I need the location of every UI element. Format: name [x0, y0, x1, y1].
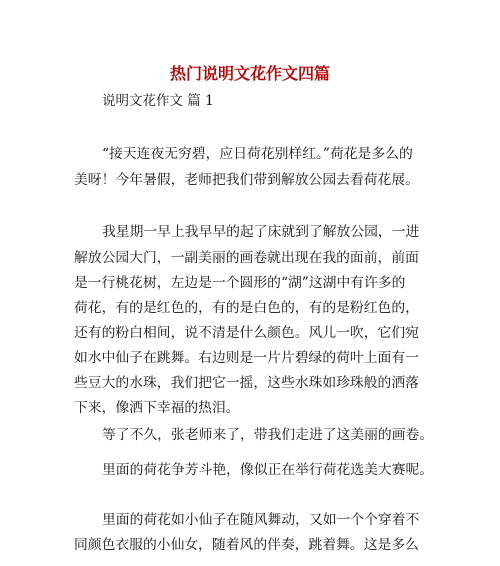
paragraph-line: 还有的粉白相间，说不清是什么颜色。风儿一吹，它们宛 — [74, 325, 419, 341]
paragraph-line: 些豆大的水珠，我们把它一摇，这些水珠如珍珠般的洒落 — [74, 375, 419, 391]
paragraph-line: 等了不久，张老师来了，带我们走进了这美丽的画卷。 — [102, 427, 434, 443]
paragraph-line: 解放公园大门，一副美丽的画卷就出现在我的面前，前面 — [74, 250, 419, 266]
paragraph-line: 里面的荷花争芳斗艳，像似正在举行荷花选美大赛呢。 — [102, 462, 434, 478]
section-heading: 说明文花作文 篇 1 — [102, 93, 214, 109]
paragraph-line: 美呀！今年暑假，老师把我们带到解放公园去看荷花展。 — [74, 172, 419, 188]
paragraph-line: 荷花，有的是红色的，有的是白色的，有的是粉红色的， — [74, 300, 419, 316]
paragraph-line: “接天连夜无穷碧，应日荷花别样红。”荷花是多么的 — [102, 146, 413, 162]
document-title: 热门说明文花作文四篇 — [169, 64, 330, 83]
paragraph-line: 同颜色衣服的小仙女，随着风的伴奏，跳着舞。这是多么 — [74, 537, 419, 553]
paragraph-line: 如水中仙子在跳舞。右边则是一片片碧绿的荷叶上面有一 — [74, 350, 419, 366]
paragraph-line: 里面的荷花如小仙子在随风舞动，又如一个个穿着不 — [102, 512, 420, 528]
paragraph-line: 我星期一早上我早早的起了床就到了解放公园，一进 — [102, 224, 420, 240]
paragraph-line: 下来，像洒下幸福的热泪。 — [74, 400, 240, 416]
paragraph-line: 是一行桃花树，左边是一个圆形的“湖”这湖中有许多的 — [74, 275, 406, 291]
